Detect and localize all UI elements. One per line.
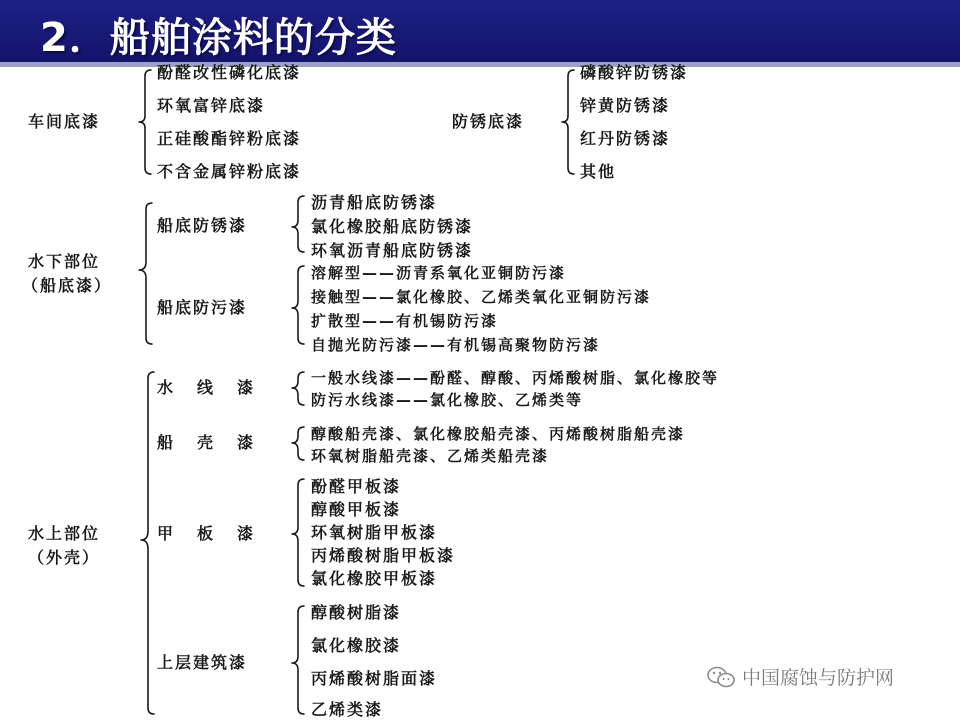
leaf-bottom-antifouling-1: 溶解型——沥青系氧化亚铜防污漆 (311, 264, 567, 282)
bracket-abovewater (141, 372, 154, 714)
bracket-hull (292, 427, 304, 460)
node-superstructure: 上层建筑漆 (157, 653, 248, 672)
node-underwater: 水下部位 (28, 252, 101, 271)
node-underwater-note: （船底漆） (22, 276, 113, 295)
leaf-workshop-primer-1: 酚醛改性磷化底漆 (157, 63, 302, 82)
slide-title: 2．船舶涂料的分类 (40, 15, 397, 61)
bracket-underwater (139, 203, 152, 344)
watermark-text: 中国腐蚀与防护网 (742, 667, 895, 689)
leaf-bottom-antirust-3: 环氧沥青船底防锈漆 (311, 241, 474, 260)
node-workshop-primer: 车间底漆 (28, 112, 101, 131)
leaf-waterline-2: 防污水线漆——氯化橡胶、乙烯类等 (311, 391, 584, 409)
node-abovewater: 水上部位 (28, 524, 101, 543)
wechat-icon (706, 665, 736, 689)
bracket-superstructure (292, 606, 304, 714)
leaf-workshop-primer-2: 环氧富锌底漆 (157, 96, 266, 115)
leaf-hull-1: 醇酸船壳漆、氯化橡胶船壳漆、丙烯酸树脂船壳漆 (311, 425, 686, 443)
leaf-antirust-primer-3: 红丹防锈漆 (580, 129, 671, 148)
watermark (706, 663, 894, 690)
leaf-antirust-primer-2: 锌黄防锈漆 (580, 96, 671, 115)
bracket-deck (292, 479, 304, 586)
bracket-antirust-primer (562, 70, 574, 174)
leaf-antirust-primer-1: 磷酸锌防锈漆 (580, 63, 689, 82)
bracket-waterline (292, 372, 304, 405)
node-bottom-antirust: 船底防锈漆 (157, 216, 248, 235)
leaf-bottom-antirust-2: 氯化橡胶船底防锈漆 (311, 217, 474, 236)
bracket-bottom-antifouling (292, 266, 304, 344)
leaf-deck-4: 丙烯酸树脂甲板漆 (311, 546, 456, 565)
node-bottom-antifouling: 船底防污漆 (157, 298, 248, 317)
leaf-superstructure-1: 醇酸树脂漆 (311, 603, 402, 622)
node-hull: 船壳漆 (157, 433, 278, 452)
node-abovewater-note: （外壳） (28, 548, 101, 567)
leaf-hull-2: 环氧树脂船壳漆、乙烯类船壳漆 (311, 447, 550, 465)
leaf-deck-3: 环氧树脂甲板漆 (311, 523, 438, 542)
node-waterline: 水线漆 (157, 378, 278, 397)
leaf-superstructure-3: 丙烯酸树脂面漆 (311, 669, 438, 688)
leaf-antirust-primer-4: 其他 (580, 162, 617, 181)
leaf-workshop-primer-3: 正硅酸酯锌粉底漆 (157, 129, 302, 148)
leaf-deck-2: 醇酸甲板漆 (311, 500, 402, 519)
leaf-superstructure-4: 乙烯类漆 (311, 700, 384, 719)
leaf-bottom-antifouling-2: 接触型——氯化橡胶、乙烯类氧化亚铜防污漆 (311, 288, 652, 306)
node-antirust-primer: 防锈底漆 (452, 112, 525, 131)
leaf-waterline-1: 一般水线漆——酚醛、醇酸、丙烯酸树脂、氯化橡胶等 (311, 369, 720, 387)
bracket-workshop-primer (139, 70, 151, 174)
leaf-bottom-antirust-1: 沥青船底防锈漆 (311, 193, 438, 212)
bracket-bottom-antirust (292, 196, 304, 252)
leaf-workshop-primer-4: 不含金属锌粉底漆 (157, 162, 302, 181)
leaf-bottom-antifouling-3: 扩散型——有机锡防污漆 (311, 312, 499, 330)
leaf-superstructure-2: 氯化橡胶漆 (311, 636, 402, 655)
leaf-deck-1: 酚醛甲板漆 (311, 477, 402, 496)
leaf-bottom-antifouling-4: 自抛光防污漆——有机锡高聚物防污漆 (311, 336, 601, 354)
leaf-deck-5: 氯化橡胶甲板漆 (311, 569, 438, 588)
node-deck: 甲板漆 (157, 524, 278, 543)
